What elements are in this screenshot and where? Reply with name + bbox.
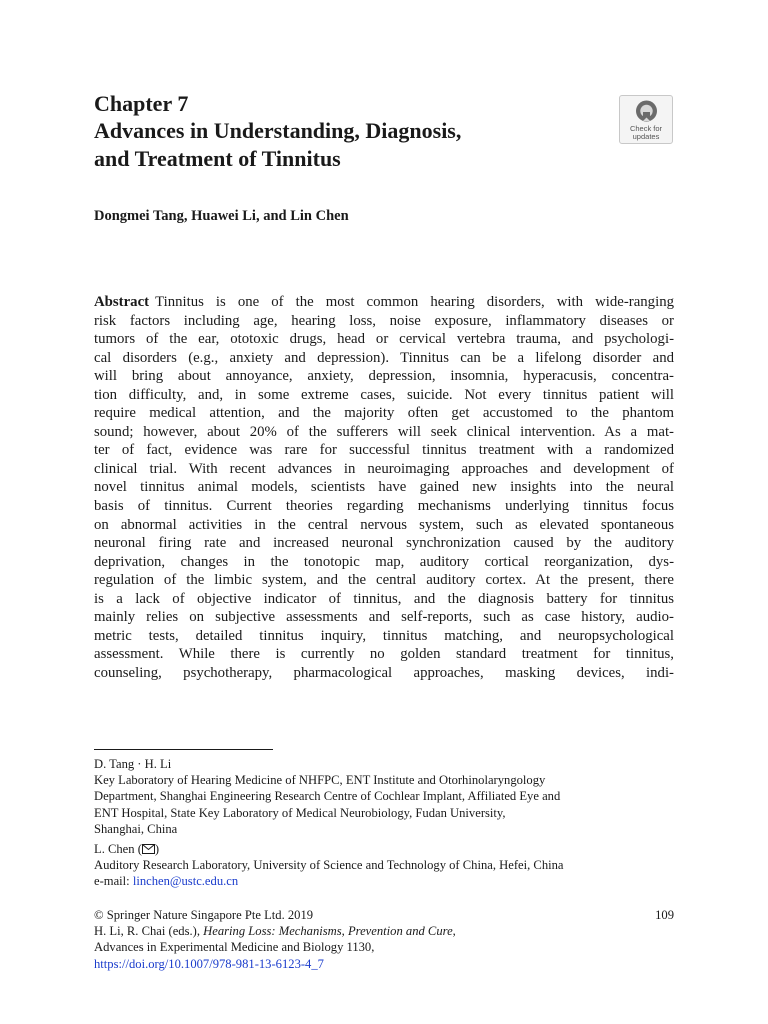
envelope-icon (142, 844, 155, 854)
affiliation-line: Auditory Research Laboratory, University of Science and Technology of China, Hefei, China (94, 858, 564, 873)
abstract-line: neuronal firing rate and increased neuronal synchronization caused by the auditory (94, 535, 674, 552)
abstract-line: tumors of the ear, ototoxic drugs, head or cervical vertebra trauma, and psychologi- (94, 331, 674, 348)
chapter-title-line: and Treatment of Tinnitus (94, 146, 341, 171)
abstract-line (94, 293, 674, 312)
abstract-line: require medical attention, and the majority often get accustomed to the phantom (94, 405, 674, 422)
affiliation-tang-li (94, 756, 714, 837)
abstract-line: mainly relies on subjective assessments and self-reports, such as case history, audio- (94, 609, 674, 626)
affiliation-line: Key Laboratory of Hearing Medicine of NHFPC, ENT Institute and Otorhinolaryngology (94, 773, 546, 788)
affiliation-line: ENT Hospital, State Key Laboratory of Medical Neurobiology, Fudan University, (94, 805, 506, 820)
abstract-line: clinical trial. With recent advances in neuroimaging approaches and development of (94, 460, 674, 477)
abstract-line: risk factors including age, hearing loss, noise exposure, inflammatory diseases or (94, 312, 674, 329)
publication-footer (94, 907, 674, 972)
book-title: Hearing Loss: Mechanisms, Prevention and Cure (203, 924, 453, 939)
abstract-line: deprivation, changes in the tonotopic map, auditory cortical reorganization, dys- (94, 553, 674, 570)
abstract-line: is a lack of objective indicator of tinnitus, and the diagnosis battery for tinnitus (94, 590, 674, 607)
check-updates-icon (633, 99, 660, 125)
editors: H. Li, R. Chai (eds.), (94, 924, 204, 939)
abstract-label: Abstract (94, 294, 150, 310)
affiliation-line: Shanghai, China (94, 821, 178, 836)
citation-line (94, 923, 674, 939)
author-name-suffix: ) (154, 842, 160, 856)
abstract-text: Tinnitus is one of the most common hearing disorders, with wide-ranging (155, 294, 674, 310)
corresponding-author (94, 841, 714, 857)
chapter-label: Chapter 7 (94, 91, 189, 116)
affiliation-line: Department, Shanghai Engineering Research Centre of Cochlear Implant, Affiliated Eye and (94, 789, 561, 804)
abstract-line: will bring about annoyance, anxiety, depression, insomnia, hyperacusis, concentra- (94, 368, 674, 385)
abstract-line: regulation of the limbic system, and the central auditory cortex. At the present, there (94, 572, 674, 589)
abstract-line: novel tinnitus animal models, scientists have gained new insights into the neural (94, 479, 674, 496)
badge-line: Check for (629, 124, 663, 133)
badge-text (620, 125, 672, 141)
email-line (94, 873, 714, 889)
abstract-line: assessment. While there is currently no golden standard treatment for tinnitus, (94, 646, 674, 663)
abstract-line: counseling, psychotherapy, pharmacological approaches, masking devices, indi- (94, 664, 674, 681)
abstract-line: basis of tinnitus. Current theories regarding mechanisms underlying tinnitus focus (94, 498, 674, 515)
abstract-line: metric tests, detailed tinnitus inquiry, tinnitus matching, and neuropsychological (94, 627, 674, 644)
editors-suffix: , (452, 924, 456, 939)
authors: Dongmei Tang, Huawei Li, and Lin Chen (94, 208, 349, 224)
footnote-divider (94, 749, 273, 750)
badge-line: updates (632, 132, 660, 141)
abstract-line: sound; however, about 20% of the sufferers will seek clinical intervention. As a mat- (94, 423, 674, 440)
abstract-line: tion difficulty, and, in some extreme cases, suicide. Not every tinnitus patient will (94, 386, 674, 403)
affiliation-chen (94, 841, 714, 890)
doi-link[interactable]: https://doi.org/10.1007/978-981-13-6123-4_7 (94, 956, 324, 971)
series: Advances in Experimental Medicine and Biology 1130, (94, 940, 375, 955)
abstract (94, 293, 674, 682)
copyright: © Springer Nature Singapore Pte Ltd. 2019 (94, 908, 314, 922)
email-link[interactable]: linchen@ustc.edu.cn (132, 874, 239, 889)
email-label: e-mail: (94, 874, 133, 889)
affiliation-names: D. Tang · H. Li (94, 757, 172, 771)
check-for-updates-badge[interactable] (619, 95, 673, 144)
abstract-line: ter of fact, evidence was rare for successful tinnitus treatment with a randomized (94, 442, 674, 459)
page-number: 109 (655, 908, 674, 922)
abstract-line: on abnormal activities in the central nervous system, such as elevated spontaneous (94, 516, 674, 533)
author-name-prefix: L. Chen ( (94, 842, 142, 856)
abstract-line: cal disorders (e.g., anxiety and depression). Tinnitus can be a lifelong disorder and (94, 349, 674, 366)
chapter-title (94, 117, 594, 173)
chapter-title-line: Advances in Understanding, Diagnosis, (94, 118, 462, 143)
